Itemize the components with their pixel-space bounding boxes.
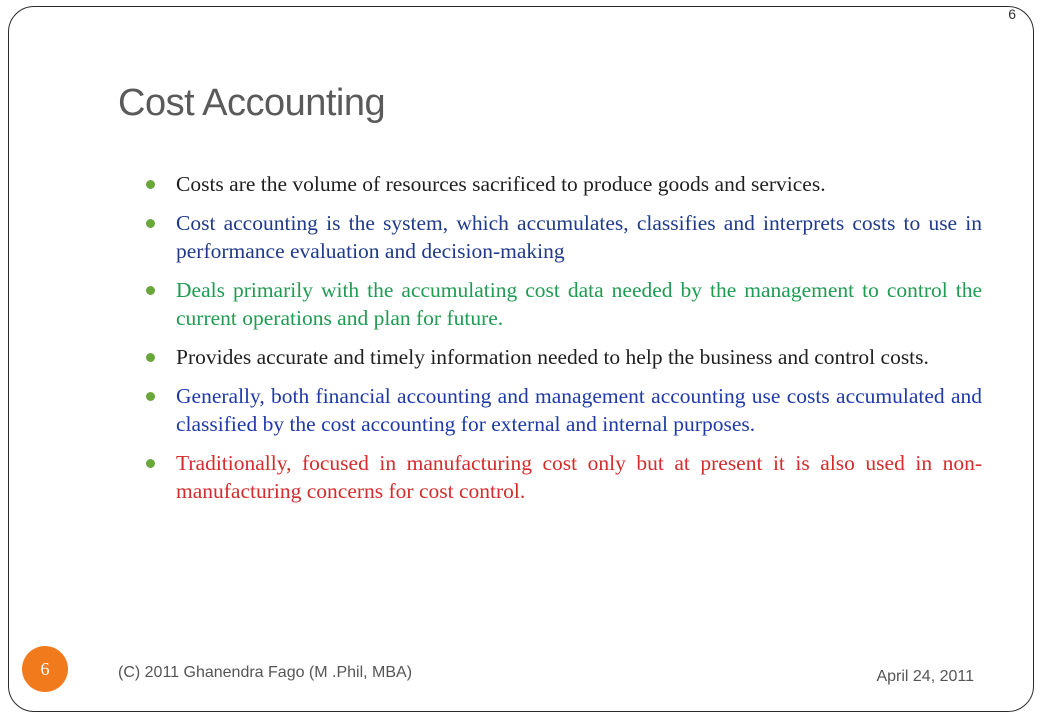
bullet-dot-icon xyxy=(146,286,155,295)
footer-date: April 24, 2011 xyxy=(876,668,974,685)
slide-number: 6 xyxy=(40,659,50,679)
bullet-dot-icon xyxy=(146,459,155,468)
slide-title: Cost Accounting xyxy=(118,82,386,124)
bullet-dot-icon xyxy=(146,353,155,362)
bullet-dot-icon xyxy=(146,180,155,189)
bullet-text: Traditionally, focused in manufacturing cost only but at present it is also used in non-manufacturing concerns for cost control. xyxy=(176,451,982,503)
bullet-dot-icon xyxy=(146,392,155,401)
bullet-text: Provides accurate and timely information needed to help the business and control costs. xyxy=(176,345,929,369)
page-number-top: 6 xyxy=(1008,6,1016,22)
bullet-text: Costs are the volume of resources sacrificed to produce goods and services. xyxy=(176,172,826,196)
bullet-item xyxy=(146,343,982,371)
bullet-dot-icon xyxy=(146,219,155,228)
bullet-text: Cost accounting is the system, which accumulates, classifies and interprets costs to use in performance evaluation and decision-making xyxy=(176,211,982,263)
bullet-item xyxy=(146,276,982,332)
bullet-list xyxy=(146,170,982,516)
footer-author: (C) 2011 Ghanendra Fago (M .Phil, MBA) xyxy=(118,664,413,681)
bullet-item xyxy=(146,382,982,438)
bullet-item xyxy=(146,170,982,198)
bullet-text: Deals primarily with the accumulating cost data needed by the management to control the current operations and plan for future. xyxy=(176,278,982,330)
bullet-item xyxy=(146,209,982,265)
bullet-text: Generally, both financial accounting and management accounting use costs accumulated and classified by the cost accounting for external and internal purposes. xyxy=(176,384,982,436)
bullet-item xyxy=(146,449,982,505)
